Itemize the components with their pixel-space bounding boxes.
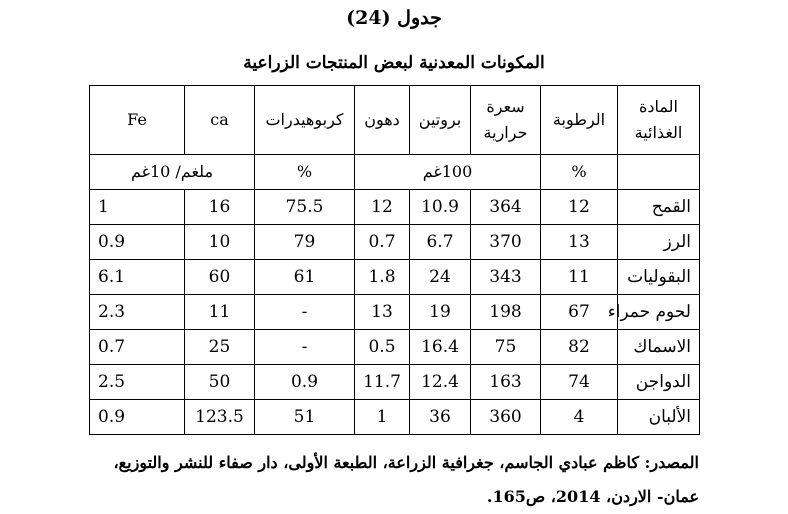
cell-fat: 0.7 bbox=[355, 225, 410, 260]
row-food-name: الدواجن bbox=[618, 365, 700, 400]
cell-protein: 24 bbox=[410, 260, 471, 295]
cell-protein: 12.4 bbox=[410, 365, 471, 400]
cell-calcium: 25 bbox=[185, 330, 255, 365]
cell-moisture: 4 bbox=[541, 400, 618, 435]
cell-protein: 19 bbox=[410, 295, 471, 330]
table-row bbox=[90, 400, 700, 435]
cell-iron: 6.1 bbox=[90, 260, 185, 295]
cell-calcium: 16 bbox=[185, 190, 255, 225]
header-calories: سعرة حرارية bbox=[471, 86, 541, 155]
unit-per-100g: 100غم bbox=[355, 155, 541, 190]
cell-iron: 2.5 bbox=[90, 365, 185, 400]
row-food-name: الاسماك bbox=[618, 330, 700, 365]
cell-carbohydrates: 0.9 bbox=[255, 365, 355, 400]
table-row bbox=[90, 365, 700, 400]
cell-fat: 12 bbox=[355, 190, 410, 225]
cell-calcium: 11 bbox=[185, 295, 255, 330]
cell-fat: 0.5 bbox=[355, 330, 410, 365]
cell-calories: 364 bbox=[471, 190, 541, 225]
source-line-2: عمان- الاردن، 2014، ص165. bbox=[486, 487, 699, 506]
table-header-row bbox=[90, 86, 700, 155]
cell-iron: 1 bbox=[90, 190, 185, 225]
header-carbohydrates: كربوهيدرات bbox=[255, 86, 355, 155]
row-food-name: الألبان bbox=[618, 400, 700, 435]
cell-iron: 0.7 bbox=[90, 330, 185, 365]
table-row bbox=[90, 330, 700, 365]
source-line-1: المصدر: كاظم عبادي الجاسم، جغرافية الزراعة، الطبعة الأولى، دار صفاء للنشر والتوزيع، bbox=[113, 453, 699, 472]
unit-percent: % bbox=[255, 155, 355, 190]
cell-moisture: 13 bbox=[541, 225, 618, 260]
cell-protein: 16.4 bbox=[410, 330, 471, 365]
cell-carbohydrates: - bbox=[255, 330, 355, 365]
header-protein: بروتين bbox=[410, 86, 471, 155]
cell-moisture: 67 bbox=[541, 295, 618, 330]
cell-calories: 75 bbox=[471, 330, 541, 365]
table-row bbox=[90, 225, 700, 260]
minerals-table bbox=[89, 85, 700, 435]
cell-moisture: 82 bbox=[541, 330, 618, 365]
cell-protein: 10.9 bbox=[410, 190, 471, 225]
header-food-item: المادة الغذائية bbox=[618, 86, 700, 155]
cell-calcium: 50 bbox=[185, 365, 255, 400]
cell-carbohydrates: 79 bbox=[255, 225, 355, 260]
cell-moisture: 12 bbox=[541, 190, 618, 225]
cell-calcium: 60 bbox=[185, 260, 255, 295]
source-citation bbox=[89, 446, 699, 514]
cell-carbohydrates: 75.5 bbox=[255, 190, 355, 225]
row-food-name: الرز bbox=[618, 225, 700, 260]
unit-cell-empty bbox=[618, 155, 700, 190]
cell-calcium: 123.5 bbox=[185, 400, 255, 435]
table-units-row bbox=[90, 155, 700, 190]
cell-protein: 6.7 bbox=[410, 225, 471, 260]
cell-iron: 0.9 bbox=[90, 225, 185, 260]
cell-calcium: 10 bbox=[185, 225, 255, 260]
cell-iron: 2.3 bbox=[90, 295, 185, 330]
table-number: جدول (24) bbox=[346, 7, 442, 29]
cell-calories: 163 bbox=[471, 365, 541, 400]
header-moisture: الرطوبة bbox=[541, 86, 618, 155]
cell-protein: 36 bbox=[410, 400, 471, 435]
header-fat: دهون bbox=[355, 86, 410, 155]
cell-carbohydrates: 61 bbox=[255, 260, 355, 295]
cell-fat: 13 bbox=[355, 295, 410, 330]
cell-carbohydrates: - bbox=[255, 295, 355, 330]
cell-calories: 370 bbox=[471, 225, 541, 260]
cell-calories: 360 bbox=[471, 400, 541, 435]
header-iron: Fe bbox=[90, 86, 185, 155]
unit-moisture: % bbox=[541, 155, 618, 190]
cell-iron: 0.9 bbox=[90, 400, 185, 435]
table-row bbox=[90, 190, 700, 225]
cell-calories: 343 bbox=[471, 260, 541, 295]
cell-fat: 11.7 bbox=[355, 365, 410, 400]
row-food-name: البقوليات bbox=[618, 260, 700, 295]
table-row bbox=[90, 295, 700, 330]
table-title: المكونات المعدنية لبعض المنتجات الزراعية bbox=[243, 53, 545, 73]
unit-mg-per-10g: ملغم/ 10غم bbox=[90, 155, 255, 190]
cell-calories: 198 bbox=[471, 295, 541, 330]
cell-fat: 1 bbox=[355, 400, 410, 435]
table-row bbox=[90, 260, 700, 295]
row-food-name: لحوم حمراء bbox=[618, 295, 700, 330]
cell-moisture: 11 bbox=[541, 260, 618, 295]
header-calcium: ca bbox=[185, 86, 255, 155]
cell-fat: 1.8 bbox=[355, 260, 410, 295]
row-food-name: القمح bbox=[618, 190, 700, 225]
cell-carbohydrates: 51 bbox=[255, 400, 355, 435]
cell-moisture: 74 bbox=[541, 365, 618, 400]
